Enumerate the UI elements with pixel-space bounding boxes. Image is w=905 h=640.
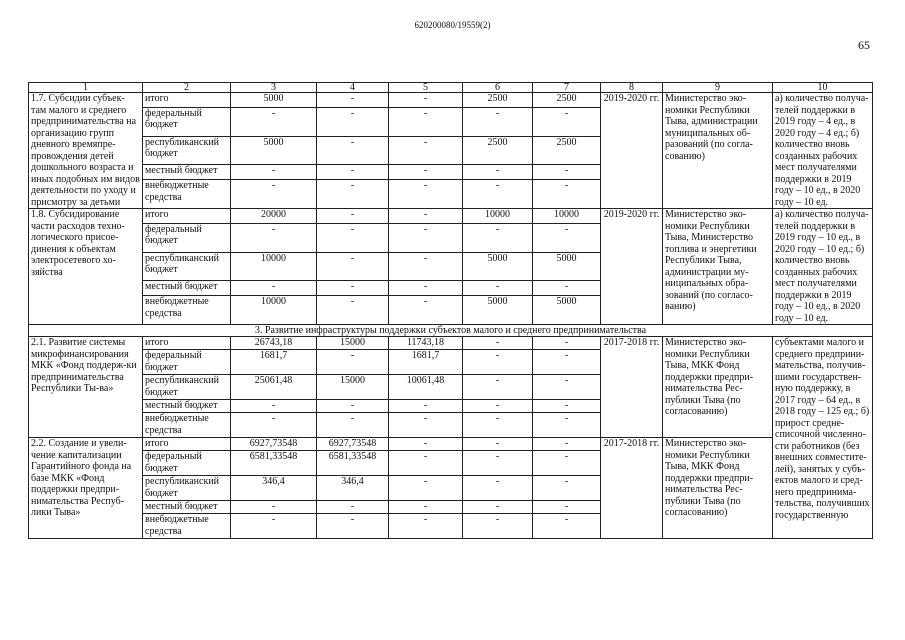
funding-value: - <box>317 501 389 514</box>
funding-value: - <box>533 413 601 438</box>
measure-name: 1.8. Субсидирование части расходов техно-логического присое-динения к объектам электросетевого хо-зяйства <box>29 209 143 325</box>
funding-value: - <box>231 165 317 180</box>
funding-value: - <box>317 413 389 438</box>
funding-value: 20000 <box>231 209 317 224</box>
funding-value: - <box>533 337 601 350</box>
funding-value: - <box>389 451 463 476</box>
funding-value: 6927,73548 <box>231 438 317 451</box>
funding-value: 10000 <box>533 209 601 224</box>
funding-source: республиканский бюджет <box>143 252 231 281</box>
funding-value: - <box>231 223 317 252</box>
funding-value: 6927,73548 <box>317 438 389 451</box>
funding-value: 15000 <box>317 337 389 350</box>
funding-value: - <box>533 501 601 514</box>
header-cell: 3 <box>231 83 317 93</box>
funding-value: - <box>231 281 317 296</box>
funding-value: 5000 <box>533 296 601 325</box>
funding-value: - <box>463 165 533 180</box>
funding-value: - <box>389 501 463 514</box>
header-cell: 8 <box>601 83 663 93</box>
funding-value: 5000 <box>463 252 533 281</box>
funding-value: - <box>463 438 533 451</box>
funding-value: - <box>317 281 389 296</box>
funding-value: - <box>389 514 463 539</box>
funding-value: - <box>463 375 533 400</box>
funding-value: - <box>463 223 533 252</box>
funding-value: - <box>533 223 601 252</box>
funding-value: 10000 <box>231 296 317 325</box>
funding-value: 1681,7 <box>231 350 317 375</box>
funding-value: - <box>389 165 463 180</box>
funding-value: - <box>463 476 533 501</box>
funding-value: - <box>389 223 463 252</box>
funding-value: - <box>389 400 463 413</box>
funding-value: - <box>463 281 533 296</box>
funding-value: - <box>317 400 389 413</box>
funding-value: - <box>389 136 463 165</box>
period: 2019-2020 гг. <box>601 209 663 325</box>
funding-value: - <box>317 107 389 136</box>
section-row <box>29 325 873 337</box>
expected-result: а) количество получа-телей поддержки в 2019 году – 4 ед., в 2020 году – 4 ед.; б) количество вновь созданных рабочих мест получателями поддержки в 2019 году – 10 ед., в 2020 году – 10 ед. <box>773 93 873 209</box>
funding-value: - <box>463 451 533 476</box>
executor: Министерство эко-номики Республики Тыва, Министерство топлива и энергетики Республики Тыва, администрации му-ниципальных обра-зований (по согласо-ванию) <box>663 209 773 325</box>
funding-value: - <box>533 350 601 375</box>
funding-source: внебюджетные средства <box>143 413 231 438</box>
funding-value: - <box>533 180 601 209</box>
funding-value: - <box>231 180 317 209</box>
funding-value: - <box>317 180 389 209</box>
funding-value: - <box>389 93 463 108</box>
period: 2019-2020 гг. <box>601 93 663 209</box>
funding-value: - <box>533 438 601 451</box>
funding-value: - <box>389 252 463 281</box>
funding-source: федеральный бюджет <box>143 107 231 136</box>
header-cell: 1 <box>29 83 143 93</box>
header-row <box>29 83 873 93</box>
funding-value: - <box>463 350 533 375</box>
funding-value: - <box>317 223 389 252</box>
funding-value: - <box>231 413 317 438</box>
measure-name: 1.7. Субсидии субъек-там малого и среднего предпринимательства на организацию групп дневного времяпре-провождения детей дошкольного возраста и иных подобных им видов деятельности по уходу и присмотру за детьми <box>29 93 143 209</box>
table-row <box>29 438 873 451</box>
funding-value: - <box>463 337 533 350</box>
funding-source: внебюджетные средства <box>143 296 231 325</box>
funding-source: итого <box>143 337 231 350</box>
funding-value: - <box>533 165 601 180</box>
funding-value: 10000 <box>463 209 533 224</box>
funding-value: - <box>389 296 463 325</box>
funding-value: - <box>317 350 389 375</box>
program-table <box>28 82 873 539</box>
funding-value: 15000 <box>317 375 389 400</box>
funding-value: - <box>463 400 533 413</box>
measure-name: 2.1. Развитие системы микрофинансирования МКК «Фонд поддерж-ки предпринимательства Республики Ты-ва» <box>29 337 143 438</box>
page-number: 65 <box>858 38 870 52</box>
funding-value: 6581,33548 <box>317 451 389 476</box>
header-cell: 9 <box>663 83 773 93</box>
table-row <box>29 93 873 108</box>
funding-value: 1681,7 <box>389 350 463 375</box>
funding-value: - <box>463 514 533 539</box>
funding-value: 6581,33548 <box>231 451 317 476</box>
funding-source: внебюджетные средства <box>143 514 231 539</box>
header-cell: 5 <box>389 83 463 93</box>
funding-value: - <box>533 375 601 400</box>
funding-value: 346,4 <box>231 476 317 501</box>
funding-source: итого <box>143 209 231 224</box>
period: 2017-2018 гг. <box>601 337 663 438</box>
funding-value: - <box>317 93 389 108</box>
funding-value: 25061,48 <box>231 375 317 400</box>
funding-value: - <box>389 209 463 224</box>
funding-value: - <box>389 438 463 451</box>
funding-value: - <box>533 451 601 476</box>
funding-value: 5000 <box>533 252 601 281</box>
funding-source: республиканский бюджет <box>143 136 231 165</box>
funding-value: - <box>463 180 533 209</box>
funding-value: 5000 <box>463 296 533 325</box>
funding-value: 2500 <box>463 93 533 108</box>
funding-source: федеральный бюджет <box>143 451 231 476</box>
funding-value: - <box>317 136 389 165</box>
funding-value: 346,4 <box>317 476 389 501</box>
funding-value: - <box>389 413 463 438</box>
funding-value: - <box>317 296 389 325</box>
funding-value: - <box>317 252 389 281</box>
funding-source: внебюджетные средства <box>143 180 231 209</box>
executor: Министерство эко-номики Республики Тыва, МКК Фонд поддержки предпри-нимательства Рес-публики Тыва (по согласованию) <box>663 438 773 539</box>
funding-value: - <box>463 107 533 136</box>
funding-value: - <box>317 165 389 180</box>
header-cell: 4 <box>317 83 389 93</box>
expected-result: субъектами малого и среднего предприни-мательства, получив-шими государствен-ную поддержку, в 2017 году – 64 ед., в 2018 году – 125 ед.; б) прирост средне-списочной численно-сти работников (без внешних совместите-лей), занятых у субъ-ектов малого и сред-него предпринима-тельства, получивших государственную <box>773 337 873 539</box>
funding-source: местный бюджет <box>143 501 231 514</box>
funding-value: 2500 <box>533 136 601 165</box>
funding-value: - <box>389 180 463 209</box>
funding-value: - <box>317 209 389 224</box>
funding-source: федеральный бюджет <box>143 350 231 375</box>
header-cell: 10 <box>773 83 873 93</box>
funding-value: - <box>389 476 463 501</box>
header-cell: 6 <box>463 83 533 93</box>
funding-value: - <box>533 476 601 501</box>
funding-source: итого <box>143 93 231 108</box>
funding-source: местный бюджет <box>143 400 231 413</box>
funding-source: местный бюджет <box>143 281 231 296</box>
table-row <box>29 337 873 350</box>
section-title: 3. Развитие инфраструктуры поддержки субъектов малого и среднего предпринимательства <box>29 325 873 337</box>
funding-value: 10000 <box>231 252 317 281</box>
funding-value: - <box>231 501 317 514</box>
funding-source: федеральный бюджет <box>143 223 231 252</box>
funding-value: - <box>463 501 533 514</box>
funding-value: - <box>533 514 601 539</box>
document-id: 620200080/19559(2) <box>414 20 491 30</box>
funding-source: республиканский бюджет <box>143 476 231 501</box>
funding-value: - <box>231 107 317 136</box>
funding-value: - <box>389 107 463 136</box>
measure-name: 2.2. Создание и увели-чение капитализации Гарантийного фонда на базе МКК «Фонд поддержки предпри-нимательства Респуб-лики Тыва» <box>29 438 143 539</box>
funding-value: - <box>231 514 317 539</box>
funding-source: республиканский бюджет <box>143 375 231 400</box>
funding-value: - <box>231 400 317 413</box>
funding-value: - <box>533 107 601 136</box>
funding-value: - <box>463 413 533 438</box>
table-row <box>29 209 873 224</box>
funding-value: 2500 <box>463 136 533 165</box>
header-cell: 2 <box>143 83 231 93</box>
executor: Министерство эко-номики Республики Тыва, МКК Фонд поддержки предпри-нимательства Рес-публики Тыва (по согласованию) <box>663 337 773 438</box>
funding-value: 5000 <box>231 93 317 108</box>
funding-source: итого <box>143 438 231 451</box>
funding-value: 10061,48 <box>389 375 463 400</box>
funding-value: - <box>533 400 601 413</box>
period: 2017-2018 гг. <box>601 438 663 539</box>
funding-value: 11743,18 <box>389 337 463 350</box>
funding-value: - <box>533 281 601 296</box>
funding-value: 2500 <box>533 93 601 108</box>
expected-result: а) количество получа-телей поддержки в 2019 году – 10 ед., в 2020 году – 10 ед.; б) количество вновь созданных рабочих мест получателями поддержки в 2019 году – 10 ед., в 2020 году – 10 ед. <box>773 209 873 325</box>
funding-value: 26743,18 <box>231 337 317 350</box>
funding-value: - <box>317 514 389 539</box>
header-cell: 7 <box>533 83 601 93</box>
funding-source: местный бюджет <box>143 165 231 180</box>
funding-value: - <box>389 281 463 296</box>
executor: Министерство эко-номики Республики Тыва, администрации муниципальных об-разований (по согла-сованию) <box>663 93 773 209</box>
funding-value: 5000 <box>231 136 317 165</box>
